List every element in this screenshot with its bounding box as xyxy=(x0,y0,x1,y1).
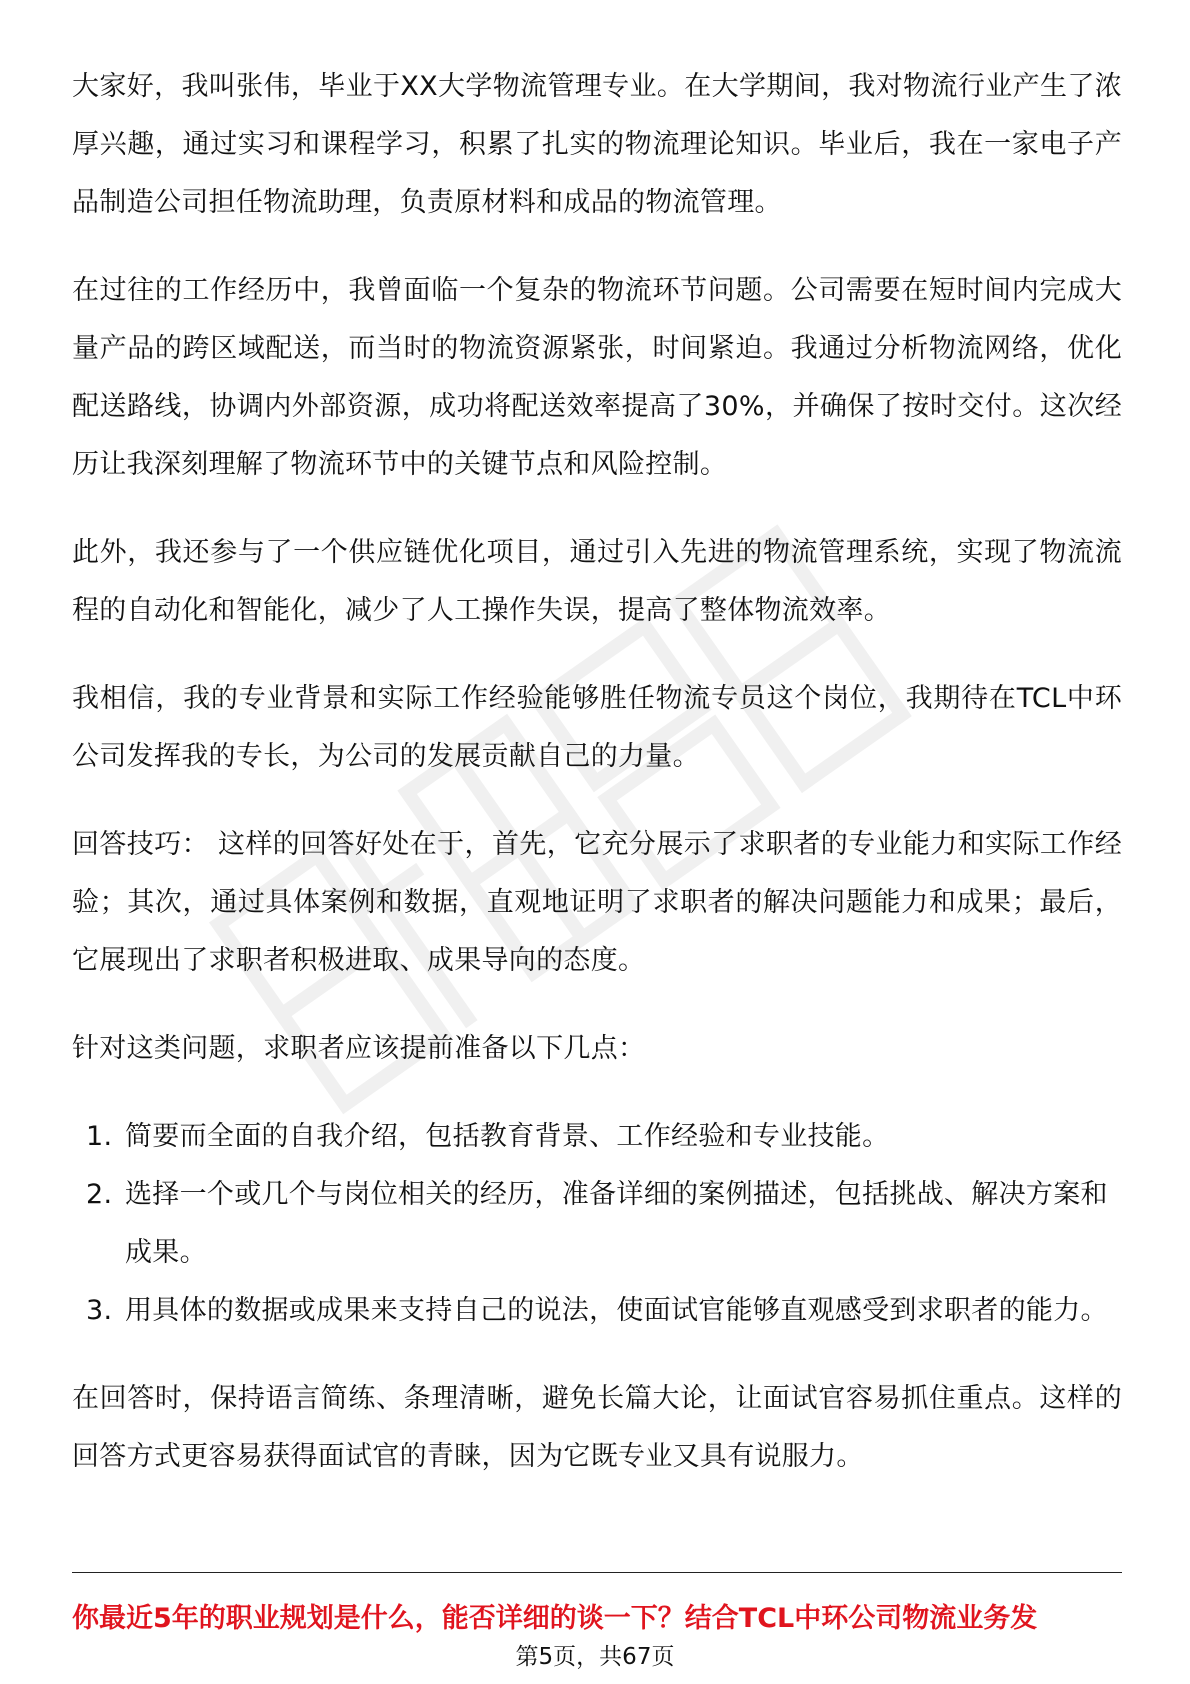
preparation-list xyxy=(72,1108,1122,1340)
page-number-footer: 第5页，共67页 xyxy=(515,1644,675,1670)
list-item xyxy=(72,1108,1122,1166)
list-item-text: 简要而全面的自我介绍，包括教育背景、工作经验和专业技能。 xyxy=(125,1121,890,1152)
preparation-intro-paragraph: 针对这类问题，求职者应该提前准备以下几点： xyxy=(72,1033,646,1064)
section-divider xyxy=(72,1572,1122,1573)
next-question-heading: 你最近5年的职业规划是什么，能否详细的谈一下？结合TCL中环公司物流业务发 xyxy=(72,1603,1038,1634)
project-paragraph: 此外，我还参与了一个供应链优化项目，通过引入先进的物流管理系统，实现了物流流程的自动化和智能化，减少了人工操作失误，提高了整体物流效率。 xyxy=(72,537,1122,626)
list-item-number: 2. xyxy=(86,1179,113,1210)
conclusion-paragraph: 我相信，我的专业背景和实际工作经验能够胜任物流专员这个岗位，我期待在TCL中环公司发挥我的专长，为公司的发展贡献自己的力量。 xyxy=(72,683,1122,772)
list-item-text: 选择一个或几个与岗位相关的经历，准备详细的案例描述，包括挑战、解决方案和成果。 xyxy=(125,1179,1108,1268)
document-body xyxy=(72,58,1122,1516)
list-item-text: 用具体的数据或成果来支持自己的说法，使面试官能够直观感受到求职者的能力。 xyxy=(125,1295,1108,1326)
intro-paragraph: 大家好，我叫张伟，毕业于XX大学物流管理专业。在大学期间，我对物流行业产生了浓厚兴趣，通过实习和课程学习，积累了扎实的物流理论知识。毕业后，我在一家电子产品制造公司担任物流助理，负责原材料和成品的物流管理。 xyxy=(72,71,1122,218)
list-item xyxy=(72,1282,1122,1340)
experience-paragraph: 在过往的工作经历中，我曾面临一个复杂的物流环节问题。公司需要在短时间内完成大量产品的跨区域配送，而当时的物流资源紧张，时间紧迫。我通过分析物流网络，优化配送路线，协调内外部资源，成功将配送效率提高了30%，并确保了按时交付。这次经历让我深刻理解了物流环节中的关键节点和风险控制。 xyxy=(72,275,1122,480)
closing-paragraph: 在回答时，保持语言简练、条理清晰，避免长篇大论，让面试官容易抓住重点。这样的回答方式更容易获得面试官的青睐，因为它既专业又具有说服力。 xyxy=(72,1383,1122,1472)
list-item xyxy=(72,1166,1122,1282)
answer-tips-paragraph: 回答技巧： 这样的回答好处在于，首先，它充分展示了求职者的专业能力和实际工作经验；其次，通过具体案例和数据，直观地证明了求职者的解决问题能力和成果；最后，它展现出了求职者积极进取、成果导向的态度。 xyxy=(72,829,1122,976)
list-item-number: 1. xyxy=(86,1121,113,1152)
list-item-number: 3. xyxy=(86,1295,113,1326)
